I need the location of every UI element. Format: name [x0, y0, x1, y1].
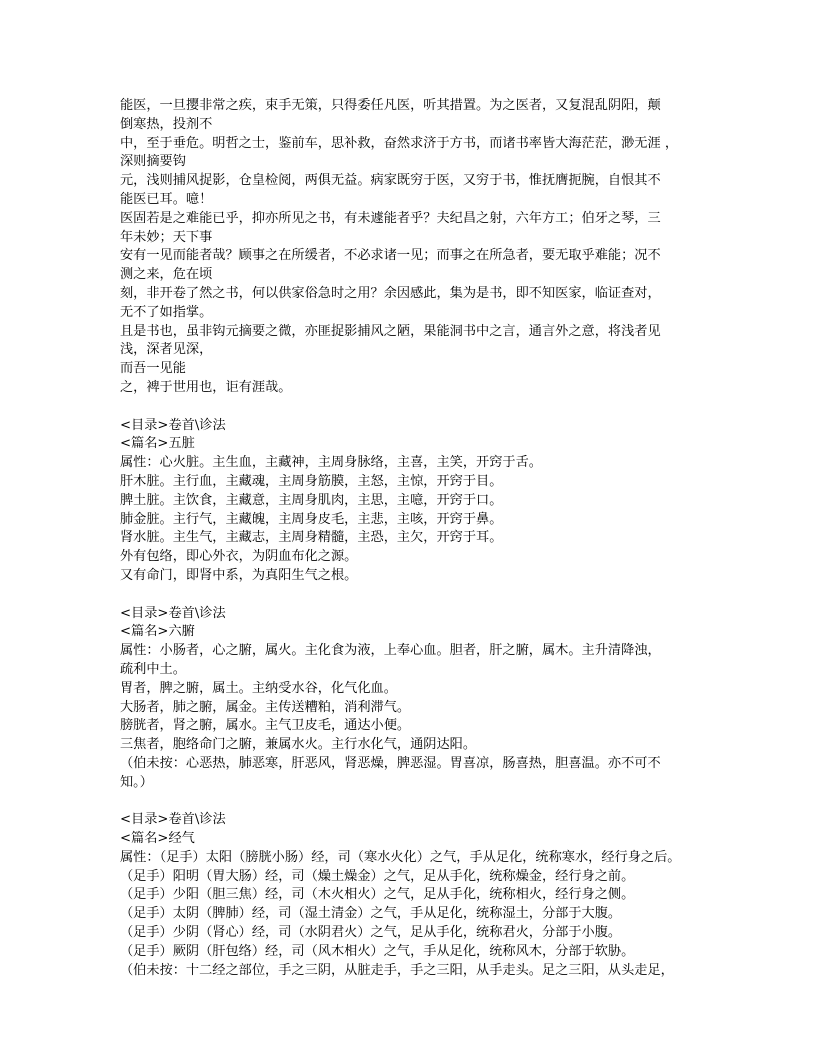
- text-line: 胃者，脾之腑，属土。主纳受水谷，化气化血。: [120, 680, 397, 696]
- text-line: （足手）少阴（肾心）经，司（水阴君火）之气，足从手化，统称君火，分部于小腹。: [120, 925, 622, 941]
- text-line: 年未妙；天下事: [120, 229, 213, 245]
- text-line: 膀胱者，肾之腑，属水。主气卫皮毛，通达小便。: [120, 718, 411, 734]
- text-line: 之，裨于世用也，讵有涯哉。: [120, 379, 292, 395]
- preface-passage: [120, 97, 702, 398]
- text-line: 疏利中土。: [120, 661, 186, 677]
- catalog-heading: <目录>卷首\诊法: [120, 812, 226, 828]
- text-line: 属性：心火脏。主生血，主藏神，主周身脉络，主喜，主笑，开窍于舌。: [120, 455, 542, 471]
- text-line: 测之来，危在顷: [120, 267, 213, 283]
- text-line: （伯未按：十二经之部位，手之三阴，从脏走手，手之三阳，从手走头。足之三阳，从头走足，: [120, 962, 674, 978]
- chapter-title: <篇名>五脏: [120, 436, 195, 452]
- text-line: 中，至于垂危。明哲之士，鉴前车，思补救，奋然求济于方书，而诸书率皆大海茫茫，渺无涯 ，: [120, 135, 679, 151]
- text-line: 属性：小肠者，心之腑，属火。主化食为液，上奉心血。胆者，肝之腑，属木。主升清降浊，: [120, 643, 661, 659]
- chapter-title: <篇名>六腑: [120, 624, 195, 640]
- section-meridian-qi: [120, 811, 702, 980]
- text-line: 肾水脏。主生气，主藏志，主周身精髓，主恐，主欠，开窍于耳。: [120, 530, 503, 546]
- text-line: 医固若是之难能已乎，抑亦所见之书，有未遽能者乎？夫纪昌之射，六年方工；伯牙之琴，三: [120, 210, 661, 226]
- text-line: （足手）太阴（脾肺）经，司（湿土清金）之气，手从足化，统称湿土，分部于大腹。: [120, 906, 622, 922]
- document-page: [120, 97, 702, 980]
- section-six-fu: [120, 605, 702, 793]
- text-line: 外有包络，即心外衣，为阴血布化之源。: [120, 549, 358, 565]
- paragraph-gap: [120, 398, 702, 417]
- text-line: 深则摘要钩: [120, 154, 186, 170]
- catalog-heading: <目录>卷首\诊法: [120, 605, 226, 621]
- text-line: 三焦者，胞络命门之腑，兼属水火。主行水化气，通阴达阳。: [120, 737, 477, 753]
- paragraph-gap: [120, 792, 702, 811]
- text-line: 刻，非开卷了然之书，何以供家俗急时之用？余因感此，集为是书，即不知医家，临证查对，: [120, 285, 661, 301]
- text-line: 倒寒热，投剂不: [120, 116, 213, 132]
- text-line: （足手）阳明（胃大肠）经，司（燥土燥金）之气，足从手化，统称燥金，经行身之前。: [120, 868, 635, 884]
- text-line: 而吾一见能: [120, 361, 186, 377]
- text-line: 脾土脏。主饮食，主藏意，主周身肌肉，主思，主噫，开窍于口。: [120, 492, 503, 508]
- text-line: 又有命门，即肾中系，为真阳生气之根。: [120, 567, 358, 583]
- text-line: 无不了如指掌。: [120, 304, 213, 320]
- paragraph-gap: [120, 586, 702, 605]
- text-line: 肝木脏。主行血，主藏魂，主周身筋膜，主怒，主惊，开窍于目。: [120, 473, 503, 489]
- text-line: （伯未按：心恶热，肺恶寒，肝恶风，肾恶燥，脾恶湿。胃喜凉，肠喜热，胆喜温。亦不可不: [120, 755, 661, 771]
- text-line: 安有一见而能者哉？顾事之在所缓者，不必求诸一见；而事之在所急者，要无取乎难能；况不: [120, 248, 661, 264]
- text-line: （足手）厥阴（肝包络）经，司（风木相火）之气，手从足化，统称风木，分部于软胁。: [120, 943, 635, 959]
- text-line: 知。）: [120, 774, 153, 790]
- text-line: 能医已耳。噫！: [120, 191, 213, 207]
- text-line: 属性：（足手）太阳（膀胱小肠）经，司（寒水火化）之气，手从足化，统称寒水，经行身之后。: [120, 849, 681, 865]
- catalog-heading: <目录>卷首\诊法: [120, 417, 226, 433]
- section-five-zang: [120, 417, 702, 586]
- text-line: 且是书也，虽非钩元摘要之微，亦匪捉影捕风之陋，果能洞书中之言，通言外之意，将浅者见: [120, 323, 661, 339]
- text-line: （足手）少阳（胆三焦）经，司（木火相火）之气，足从手化，统称相火，经行身之侧。: [120, 887, 635, 903]
- text-line: 浅，深者见深，: [120, 342, 213, 358]
- text-line: 能医，一旦撄非常之疾，束手无策，只得委任凡医，听其措置。为之医者，又复混乱阴阳，颠: [120, 98, 661, 113]
- text-line: 元，浅则捕风捉影，仓皇检阅，两俱无益。病家既穷于医，又穷于书，惟抚膺扼腕，自恨其不: [120, 173, 661, 189]
- text-line: 大肠者，肺之腑，属金。主传送糟粕，消利滞气。: [120, 699, 411, 715]
- text-line: 肺金脏。主行气，主藏魄，主周身皮毛，主悲，主咳，开窍于鼻。: [120, 511, 503, 527]
- chapter-title: <篇名>经气: [120, 831, 195, 847]
